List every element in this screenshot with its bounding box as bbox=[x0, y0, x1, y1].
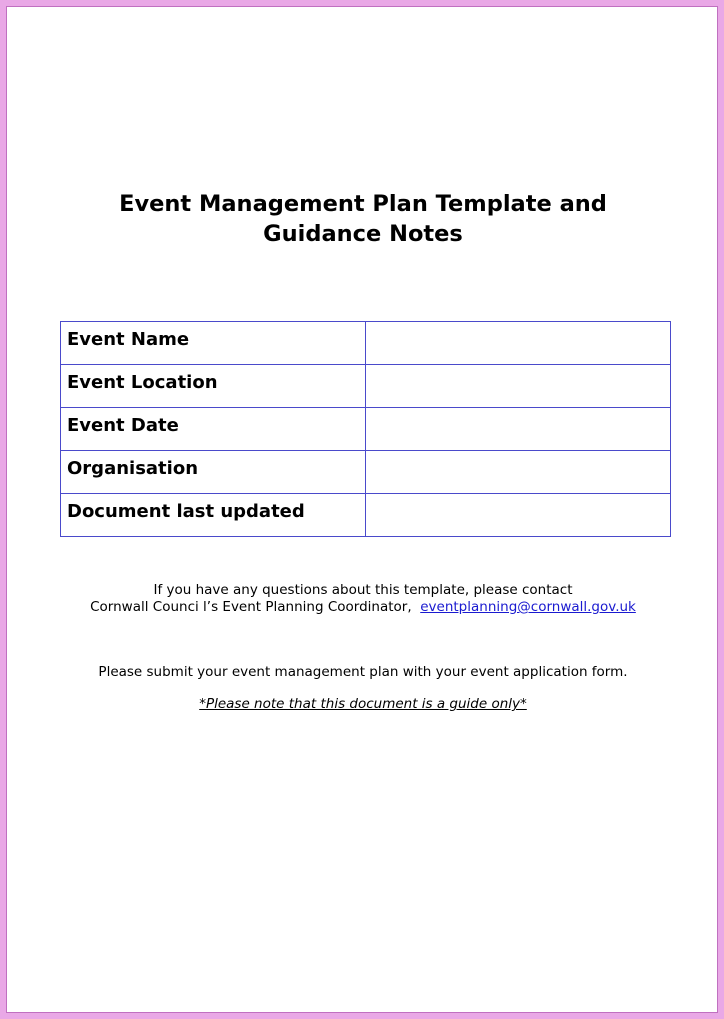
title-line-1: Event Management Plan Template and bbox=[119, 191, 607, 217]
event-details-table bbox=[60, 321, 671, 537]
table-row bbox=[61, 408, 671, 451]
document-page bbox=[6, 6, 718, 1013]
contact-line-1: If you have any questions about this template, please contact bbox=[153, 582, 573, 598]
document-last-updated-field[interactable] bbox=[366, 494, 671, 537]
event-location-label: Event Location bbox=[61, 365, 366, 408]
contact-coordinator-text: Cornwall Counci l’s Event Planning Coordinator, bbox=[90, 599, 412, 615]
event-name-field[interactable] bbox=[366, 322, 671, 365]
guide-only-note: *Please note that this document is a guide only* bbox=[199, 696, 527, 712]
contact-line-2 bbox=[7, 599, 719, 616]
table-row bbox=[61, 494, 671, 537]
organisation-label: Organisation bbox=[61, 451, 366, 494]
event-name-label: Event Name bbox=[61, 322, 366, 365]
table-row bbox=[61, 451, 671, 494]
title-line-2: Guidance Notes bbox=[263, 221, 463, 247]
page-title bbox=[7, 189, 719, 249]
contact-paragraph bbox=[7, 582, 719, 616]
submit-instruction: Please submit your event management plan with your event application form. bbox=[98, 664, 628, 680]
document-last-updated-label: Document last updated bbox=[61, 494, 366, 537]
event-date-field[interactable] bbox=[366, 408, 671, 451]
event-location-field[interactable] bbox=[366, 365, 671, 408]
table-row bbox=[61, 365, 671, 408]
table-row bbox=[61, 322, 671, 365]
event-date-label: Event Date bbox=[61, 408, 366, 451]
organisation-field[interactable] bbox=[366, 451, 671, 494]
contact-email-link[interactable]: eventplanning@cornwall.gov.uk bbox=[420, 599, 636, 615]
